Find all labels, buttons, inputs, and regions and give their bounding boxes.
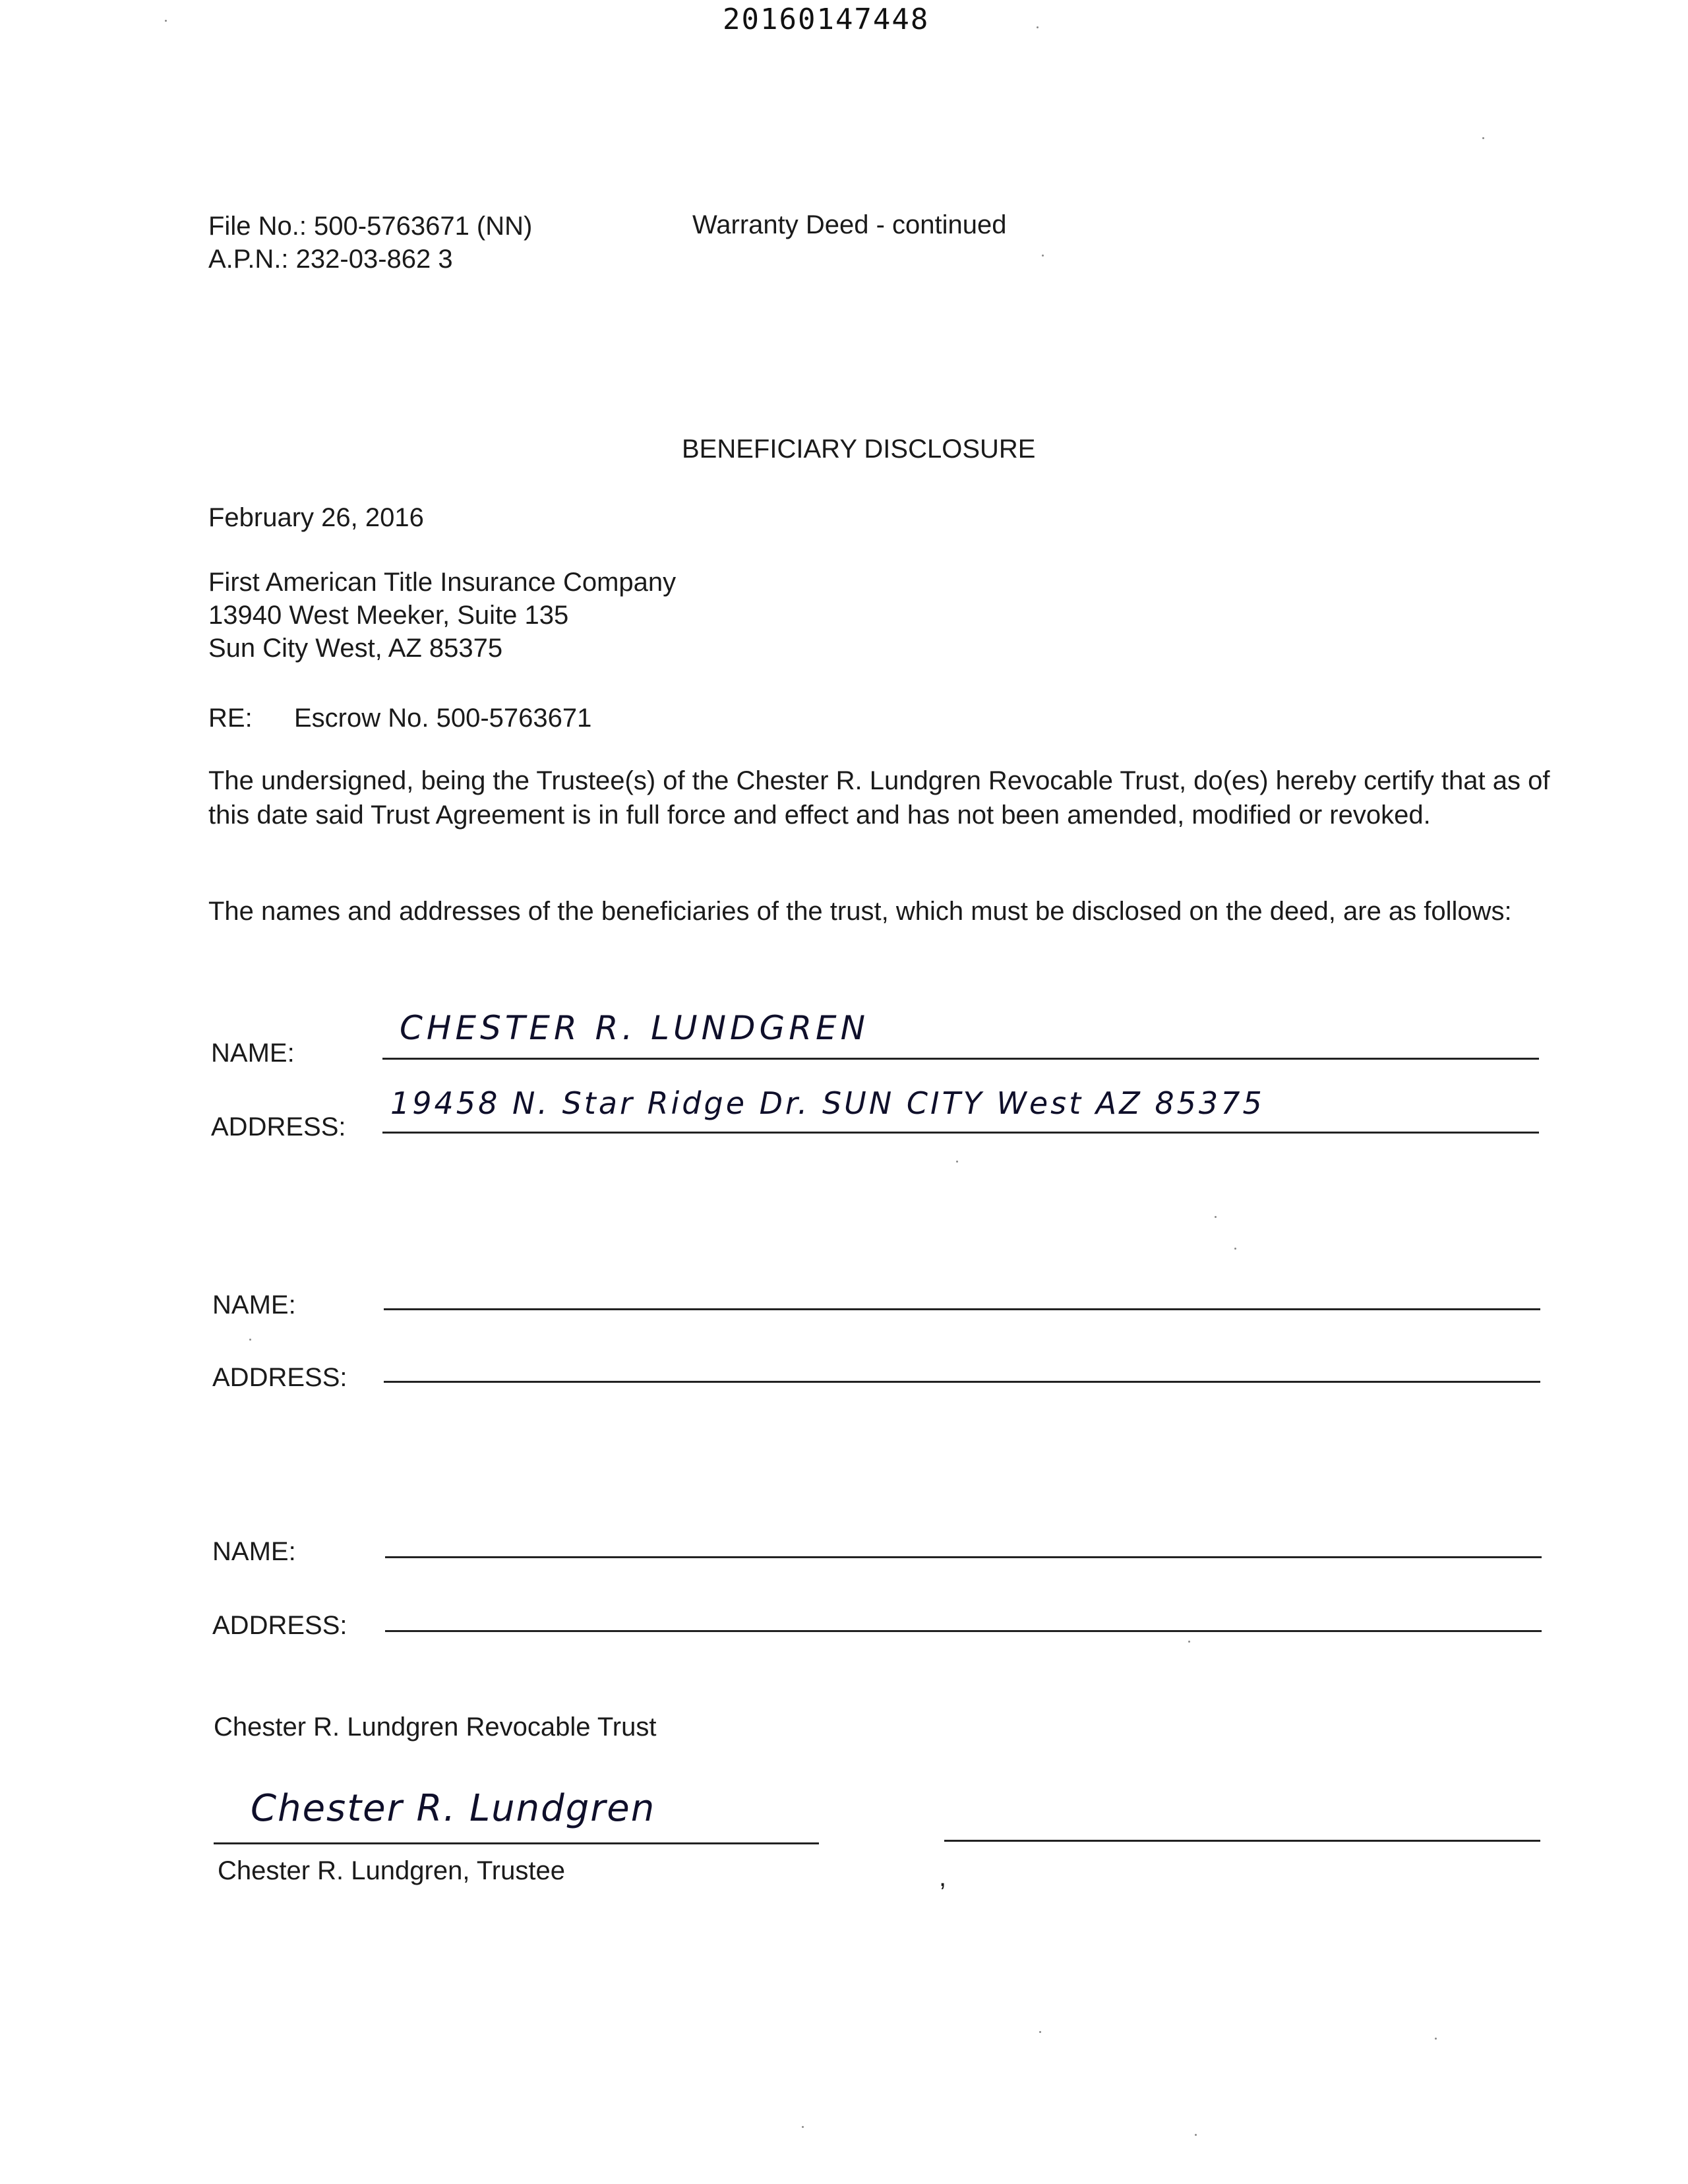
addressee-street: 13940 West Meeker, Suite 135	[208, 601, 569, 630]
addressee-city: Sun City West, AZ 85375	[208, 634, 503, 663]
beneficiary-3-address-line	[385, 1630, 1542, 1632]
deed-title: Warranty Deed - continued	[692, 210, 1007, 239]
addressee-company: First American Title Insurance Company	[208, 568, 677, 597]
beneficiary-2-address-label: ADDRESS:	[212, 1363, 347, 1392]
scan-speck	[1234, 1248, 1236, 1250]
beneficiary-2-name-line	[384, 1308, 1540, 1310]
beneficiary-1-name-label: NAME:	[211, 1039, 295, 1068]
apn-number: A.P.N.: 232-03-862 3	[208, 245, 453, 274]
document-date: February 26, 2016	[208, 503, 424, 532]
recording-number: 20160147448	[723, 3, 930, 36]
scan-speck	[1042, 255, 1044, 257]
scan-speck	[956, 1161, 958, 1163]
certification-paragraph: The undersigned, being the Trustee(s) of the Chester R. Lundgren Revocable Trust, do(es) hereby certify that as of this date said Trust Agreement is in full force and effect and has not been amended, modified or revoked.	[208, 766, 1550, 830]
trustee-signature: Chester R. Lundgren	[251, 1787, 656, 1830]
beneficiary-1-address-value: 19458 N. Star Ridge Dr. SUN CITY West AZ 85375	[390, 1085, 1265, 1121]
signature-line	[214, 1842, 819, 1844]
scan-speck	[1039, 2031, 1041, 2033]
beneficiary-1-name-value: CHESTER R. LUNDGREN	[400, 1009, 869, 1047]
beneficiary-3-name-line	[385, 1556, 1542, 1558]
file-number: File No.: 500-5763671 (NN)	[208, 212, 533, 241]
scan-speck	[1482, 137, 1484, 139]
scan-speck	[165, 20, 167, 22]
scan-speck	[1188, 1641, 1190, 1643]
scan-speck	[1195, 2134, 1197, 2136]
second-signature-line	[944, 1840, 1540, 1842]
scan-speck	[1215, 1216, 1217, 1218]
scan-speck	[249, 1339, 251, 1341]
scan-speck	[1435, 2038, 1437, 2040]
signer-caption: Chester R. Lundgren, Trustee	[218, 1856, 565, 1885]
re-label: RE:	[208, 704, 253, 733]
beneficiaries-intro-paragraph: The names and addresses of the beneficiaries of the trust, which must be disclosed on the deed, are as follows:	[208, 897, 1512, 926]
stray-mark: ,	[939, 1863, 947, 1892]
beneficiary-3-name-label: NAME:	[212, 1537, 296, 1566]
page-title: BENEFICIARY DISCLOSURE	[682, 435, 1036, 464]
beneficiary-2-address-line	[384, 1381, 1540, 1383]
trust-name: Chester R. Lundgren Revocable Trust	[214, 1713, 657, 1742]
beneficiary-1-name-line	[382, 1058, 1539, 1060]
scan-speck	[1037, 26, 1039, 28]
beneficiary-2-name-label: NAME:	[212, 1290, 296, 1320]
scan-speck	[802, 2126, 804, 2128]
beneficiary-1-address-line	[382, 1132, 1539, 1134]
re-escrow-number: Escrow No. 500-5763671	[294, 704, 592, 733]
beneficiary-1-address-label: ADDRESS:	[211, 1112, 346, 1141]
beneficiary-3-address-label: ADDRESS:	[212, 1611, 347, 1640]
